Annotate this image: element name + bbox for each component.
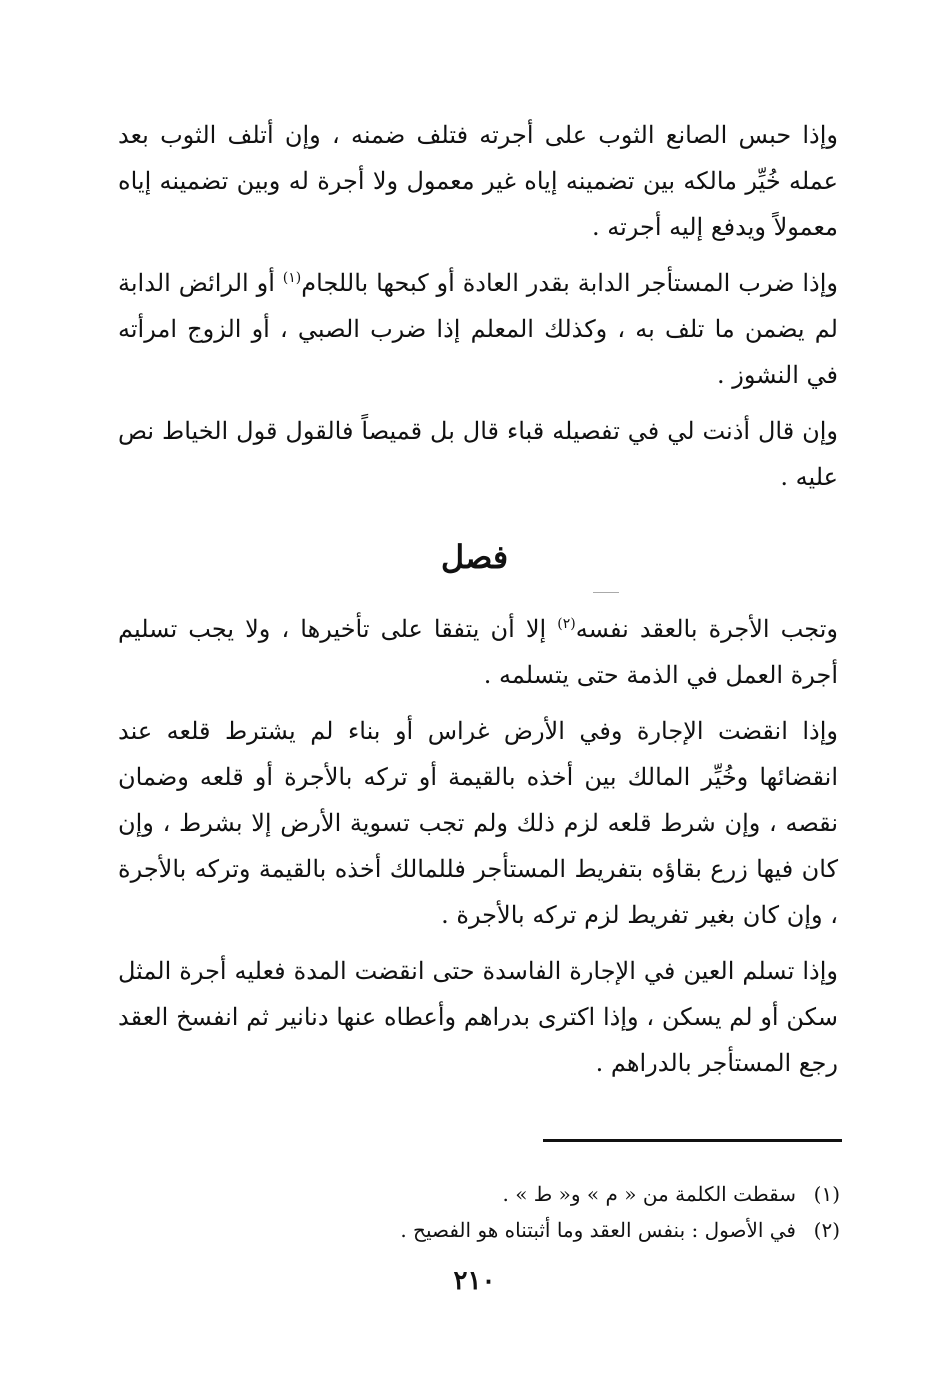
paragraph-lease-end: وإذا انقضت الإجارة وفي الأرض غراس أو بناء لم يشترط قلعه عند انقضائها وخُيِّر المالك بين أخذه بالقيمة أو تركه بالأجرة أو قلعه وضمان نقصه ، وإن شرط قلعه لزم ذلك ولم تجب تسوية الأرض إلا بشرط ، وإن كان فيها زرع بقاؤه بتفريط المستأجر فللمالك أخذه بالقيمة وتركه بالأجرة ، وإن كان بغير تفريط لزم تركه بالأجرة . xyxy=(118,717,838,929)
bottom-text-block xyxy=(118,606,838,1086)
footnote-separator xyxy=(543,1139,842,1142)
footnote-ref-1[interactable]: (١) xyxy=(282,270,302,286)
footnote-1-text: سقطت الكلمة من « م » و« ط » . xyxy=(502,1182,796,1206)
section-heading: فصل xyxy=(440,538,509,576)
footnote-1-number: (١) xyxy=(813,1182,840,1206)
footnote-1 xyxy=(300,1176,840,1212)
footnote-2-text: في الأصول : بنفس العقد وما أثبتناه هو الفصيح . xyxy=(400,1218,796,1242)
footnote-ref-2[interactable]: (٢) xyxy=(557,616,576,632)
paragraph-animal-striking-part2: أو الرائض الدابة لم يضمن ما تلف به ، وكذلك المعلم إذا ضرب الصبي ، أو الزوج امرأته في النشوز . xyxy=(118,269,838,389)
footnotes xyxy=(300,1176,840,1248)
paragraph-animal-striking-part1: وإذا ضرب المستأجر الدابة بقدر العادة أو كبحها باللجام xyxy=(301,269,838,297)
paragraph-wage-due-part1: وتجب الأجرة بالعقد نفسه xyxy=(575,615,838,643)
paragraph-wage-due-part2: إلا أن يتفقا على تأخيرها ، ولا يجب تسليم أجرة العمل في الذمة حتى يتسلمه . xyxy=(118,615,838,689)
footnote-2 xyxy=(300,1212,840,1248)
paragraph-tailor: وإذا حبس الصانع الثوب على أجرته فتلف ضمنه ، وإن أتلف الثوب بعد عمله خُيِّر مالكه بين تضمينه إياه غير معمول ولا أجرة له وبين تضمينه إياه معمولاً ويدفع إليه أجرته . xyxy=(118,121,838,241)
footnote-2-number: (٢) xyxy=(813,1218,840,1242)
page-number: ٢١٠ xyxy=(453,1266,496,1296)
top-text-block xyxy=(118,112,838,500)
paragraph-void-lease: وإذا تسلم العين في الإجارة الفاسدة حتى انقضت المدة فعليه أجرة المثل سكن أو لم يسكن ، وإذا اكترى بدراهم وأعطاه عنها دنانير ثم انفسخ العقد رجع المستأجر بالدراهم . xyxy=(118,957,838,1077)
paragraph-wage-due xyxy=(118,606,838,698)
heading-divider-mark xyxy=(593,592,619,593)
paragraph-tailor-dispute: وإن قال أذنت لي في تفصيله قباء قال بل قميصاً فالقول قول الخياط نص عليه . xyxy=(118,417,838,491)
paragraph-animal-striking xyxy=(118,260,838,398)
